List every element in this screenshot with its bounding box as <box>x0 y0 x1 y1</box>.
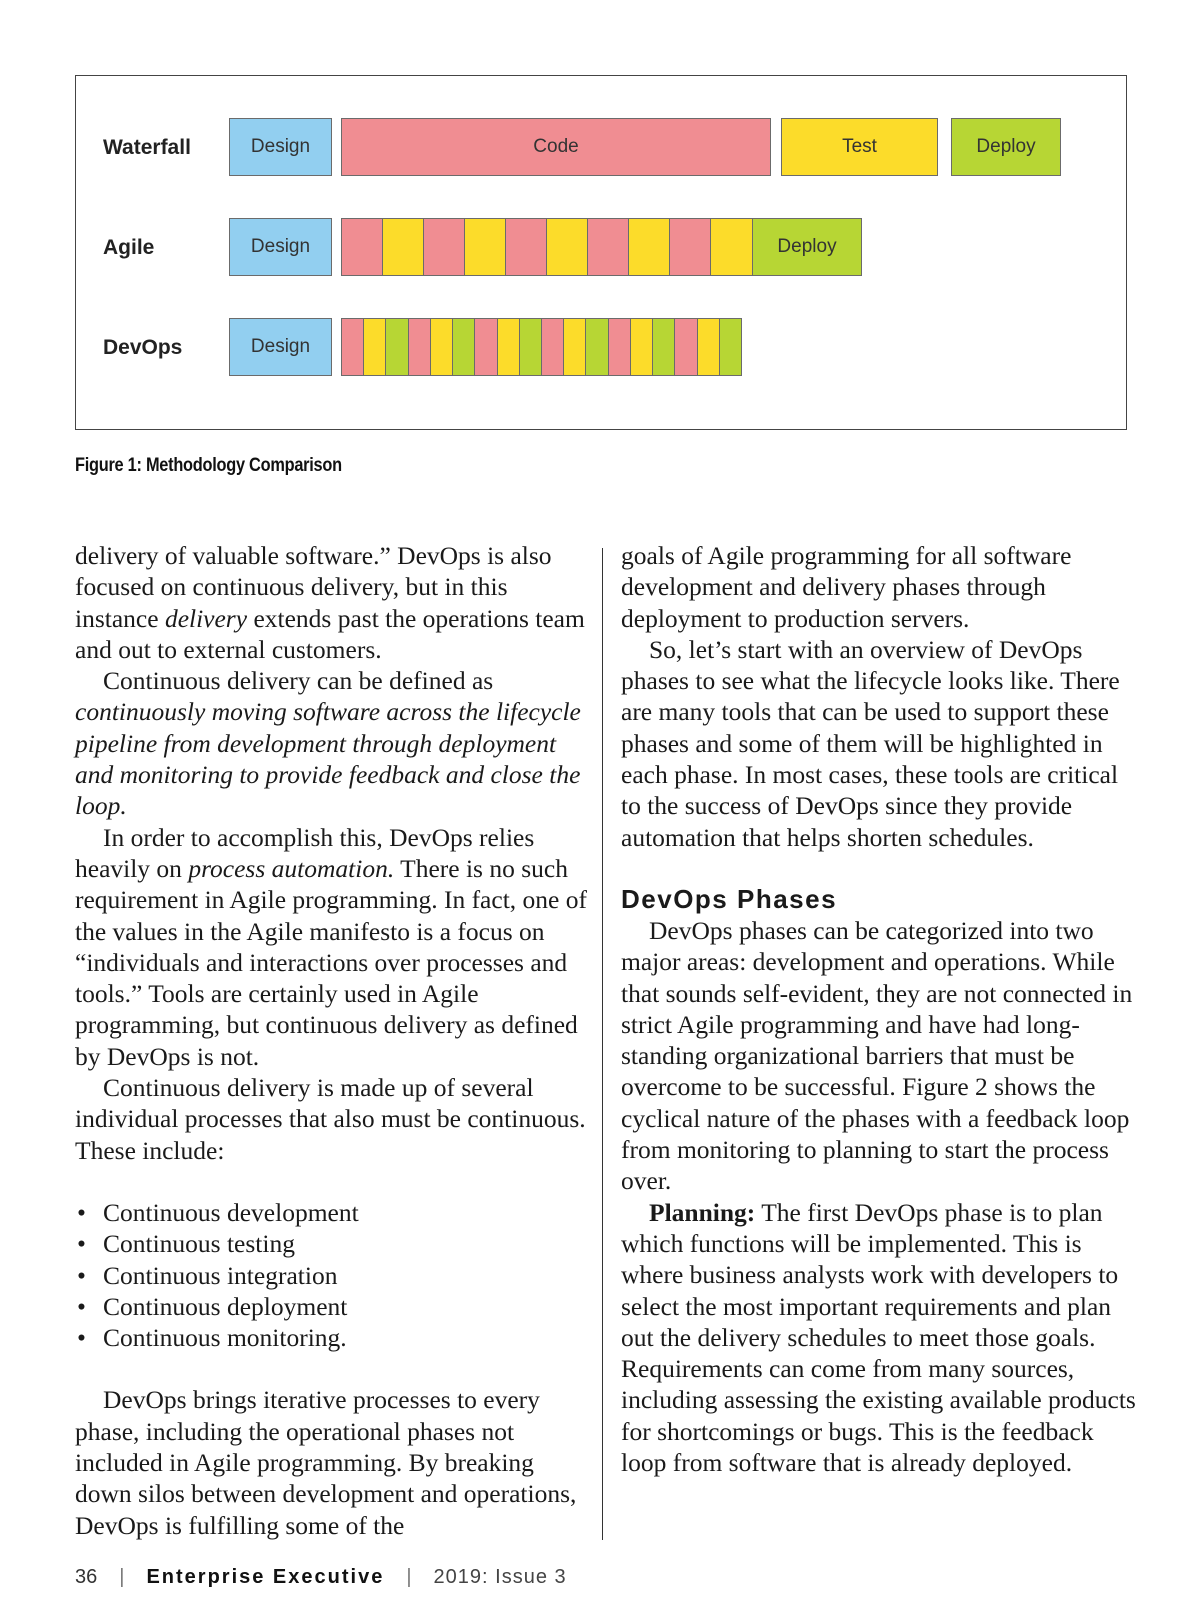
left-column <box>75 540 595 1541</box>
waterfall-test-block: Test <box>781 118 938 176</box>
iteration-segment <box>652 318 676 376</box>
iteration-segment <box>519 318 543 376</box>
iteration-segment <box>630 318 654 376</box>
iteration-segment <box>497 318 521 376</box>
methodology-figure <box>75 75 1127 430</box>
iteration-segment <box>546 218 589 276</box>
iteration-segment <box>719 318 743 376</box>
right-paragraph-2: So, let’s start with an overview of DevOps phases to see what the lifecycle looks like. There are many tools that can be used to support these phases and some of them will be highlighted in each phase. In most cases, these tools are critical to the success of DevOps since they provide automation that helps shorten schedules. <box>621 634 1120 852</box>
iteration-segment <box>541 318 565 376</box>
list-item: • Continuous monitoring. <box>75 1322 595 1353</box>
iteration-segment <box>674 318 698 376</box>
page-number: 36 <box>75 1566 98 1588</box>
list-item: • Continuous testing <box>75 1228 595 1259</box>
devops-iterations <box>341 318 741 376</box>
agile-row <box>76 218 1126 278</box>
list-item: • Continuous deployment <box>75 1291 595 1322</box>
right-paragraph-3: DevOps phases can be categorized into two major areas: development and operations. While that sounds self-evident, they are not connected in strict Agile programming and have had long-standing organizational barriers that must be overcome to be successful. Figure 2 shows the cyclical nature of the phases with a feedback loop from monitoring to planning to start the process over. <box>621 915 1133 1196</box>
page-footer <box>75 1566 567 1589</box>
iteration-segment <box>628 218 671 276</box>
footer-separator: | <box>119 1566 125 1588</box>
list-item: • Continuous development <box>75 1197 595 1228</box>
right-column <box>621 540 1141 1478</box>
magazine-title: Enterprise Executive <box>146 1566 385 1588</box>
iteration-segment <box>669 218 712 276</box>
issue-label: 2019: Issue 3 <box>433 1566 567 1588</box>
iteration-segment <box>563 318 587 376</box>
iteration-segment <box>363 318 387 376</box>
left-paragraph-3: In order to accomplish this, DevOps relies heavily on process automation. There is no such requirement in Agile programming. In fact, one of the values in the Agile manifesto is a focus on “individuals and interactions over processes and tools.” Tools are certainly used in Agile programming, but continuous delivery as defined by DevOps is not. <box>75 822 587 1071</box>
iteration-segment <box>430 318 454 376</box>
right-paragraph-4: Planning: The first DevOps phase is to plan which functions will be implemented. This is where business analysts work with developers to select the most important requirements and plan out the delivery schedules to meet those goals. Requirements can come from many sources, including assessing the existing available products for shortcomings or bugs. This is the feedback loop from software that is already deployed. <box>621 1197 1136 1478</box>
section-heading: DevOps Phases <box>621 883 838 914</box>
continuous-process-list <box>75 1197 595 1353</box>
iteration-segment <box>505 218 548 276</box>
agile-deploy-block: Deploy <box>752 218 862 276</box>
iteration-segment <box>585 318 609 376</box>
iteration-segment <box>452 318 476 376</box>
waterfall-row <box>76 118 1126 178</box>
agile-iterations <box>341 218 751 276</box>
agile-label: Agile <box>103 236 155 259</box>
iteration-segment <box>464 218 507 276</box>
waterfall-design-block: Design <box>229 118 332 176</box>
iteration-segment <box>341 218 384 276</box>
waterfall-label: Waterfall <box>103 136 191 159</box>
iteration-segment <box>385 318 409 376</box>
waterfall-deploy-block: Deploy <box>951 118 1061 176</box>
right-paragraph-1: goals of Agile programming for all software development and delivery phases through deployment to production servers. <box>621 541 1072 633</box>
iteration-segment <box>382 218 425 276</box>
devops-row <box>76 318 1126 378</box>
iteration-segment <box>423 218 466 276</box>
devops-label: DevOps <box>103 336 183 359</box>
column-divider <box>602 548 603 1540</box>
agile-design-block: Design <box>229 218 332 276</box>
figure-caption: Figure 1: Methodology Comparison <box>75 455 342 476</box>
iteration-segment <box>710 218 753 276</box>
iteration-segment <box>697 318 721 376</box>
iteration-segment <box>408 318 432 376</box>
iteration-segment <box>587 218 630 276</box>
footer-separator: | <box>406 1566 412 1588</box>
list-item: • Continuous integration <box>75 1260 595 1291</box>
left-paragraph-1: delivery of valuable software.” DevOps is also focused on continuous delivery, but in this instance delivery extends past the operations team and out to external customers. <box>75 541 585 664</box>
left-paragraph-5: DevOps brings iterative processes to every phase, including the operational phases not included in Agile programming. By breaking down silos between development and operations, DevOps is fulfilling some of the <box>75 1385 577 1540</box>
iteration-segment <box>341 318 365 376</box>
left-paragraph-4: Continuous delivery is made up of several individual processes that also must be continuous. These include: <box>75 1073 586 1165</box>
iteration-segment <box>474 318 498 376</box>
waterfall-code-block: Code <box>341 118 771 176</box>
left-paragraph-2: Continuous delivery can be defined as continuously moving software across the lifecycle pipeline from development through deployment and monitoring to provide feedback and close the loop. <box>75 666 581 821</box>
devops-design-block: Design <box>229 318 332 376</box>
iteration-segment <box>608 318 632 376</box>
